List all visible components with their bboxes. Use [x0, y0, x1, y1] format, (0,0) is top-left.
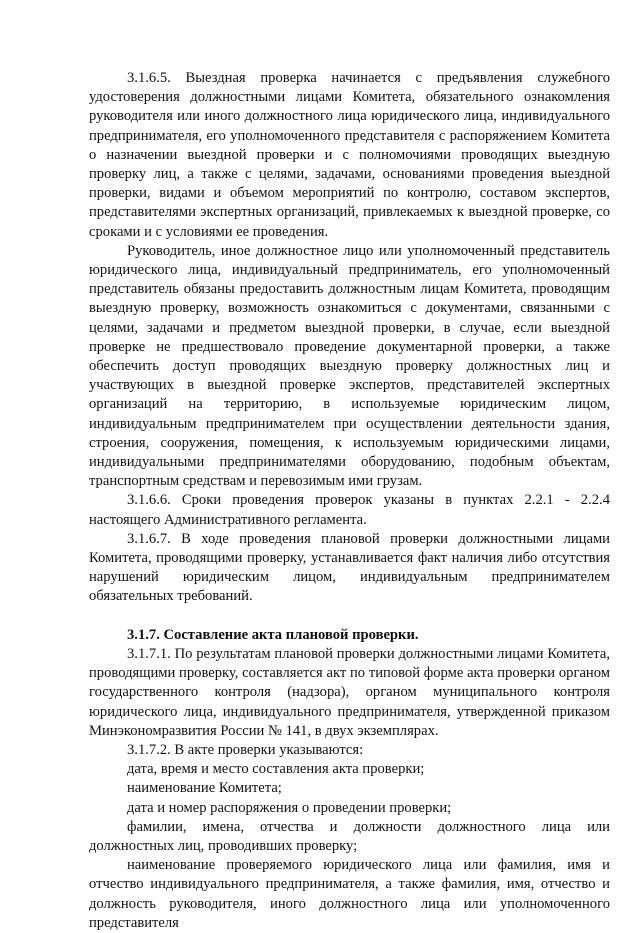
list-item-date-place: дата, время и место составления акта проверки;	[127, 761, 425, 778]
document-body	[89, 69, 610, 933]
paragraph-3-1-6-5: 3.1.6.5. Выездная проверка начинается с предъявления служебного удостоверения должностными лицами Комитета, обязательного ознакомления руководителя или иного должностного лица юридического лица, индивидуального предпринимателя, его уполномоченного представителя с распоряжением Комитета о назначении выездной проверки и с полномочиями проводящих выездную проверку лиц, а также с целями, задачами, основаниями проведения выездной проверки, видами и объемом мероприятий по контролю, составом экспертов, представителями экспертных организаций, привлекаемых к выездной проверке, со сроками и с условиями ее проведения.	[89, 70, 610, 240]
list-item-inspectors: фамилии, имена, отчества и должности должностного лица или должностных лиц, проводивших проверку;	[89, 818, 610, 854]
list-item-inspected-entity: наименование проверяемого юридического лица или фамилия, имя и отчество индивидуального предпринимателя, а также фамилия, имя, отчество и должность руководителя, иного должностного лица или уполномоченного представителя	[89, 857, 610, 931]
list-item-committee-name: наименование Комитета;	[127, 780, 282, 797]
paragraph-3-1-6-6: 3.1.6.6. Сроки проведения проверок указаны в пунктах 2.2.1 - 2.2.4 настоящего Административного регламента.	[89, 492, 610, 528]
paragraph-3-1-7-2: 3.1.7.2. В акте проверки указываются:	[127, 741, 364, 758]
paragraph-3-1-6-7: 3.1.6.7. В ходе проведения плановой проверки должностными лицами Комитета, проводящими проверку, устанавливается факт наличия либо отсутствия нарушений юридическим лицом, индивидуальным предпринимателем обязательных требований.	[89, 530, 610, 605]
list-item-order-date-number: дата и номер распоряжения о проведении проверки;	[127, 799, 452, 816]
paragraph-3-1-7-1: 3.1.7.1. По результатам плановой проверки должностными лицами Комитета, проводящими проверку, составляется акт по типовой форме акта проверки органом государственного контроля (надзора), органом муниципального контроля юридического лица, индивидуального предпринимателя, утвержденной приказом Минэкономразвития России № 141, в двух экземплярах.	[89, 645, 610, 739]
paragraph-representative-obligations: Руководитель, иное должностное лицо или уполномоченный представитель юридического лица, индивидуальный предприниматель, его уполномоченный представитель обязаны предоставить должностным лицам Комитета, проводящим выездную проверку, возможность ознакомиться с документами, связанными с целями, задачами и предметом выездной проверки, в случае, если выездной проверке не предшествовало проведение документарной проверки, а также обеспечить доступ проводящих выездную проверку должностных лиц и участвующих в выездной проверке экспертов, представителей экспертных организаций на территорию, в используемые юридическим лицом, индивидуальным предпринимателем при осуществлении деятельности здания, строения, сооружения, помещения, к используемым юридическими лицами, индивидуальными предпринимателями оборудованию, подобным объектам, транспортным средствам и перевозимым ими грузам.	[89, 242, 610, 490]
section-heading-3-1-7: 3.1.7. Составление акта плановой проверки.	[127, 626, 419, 643]
